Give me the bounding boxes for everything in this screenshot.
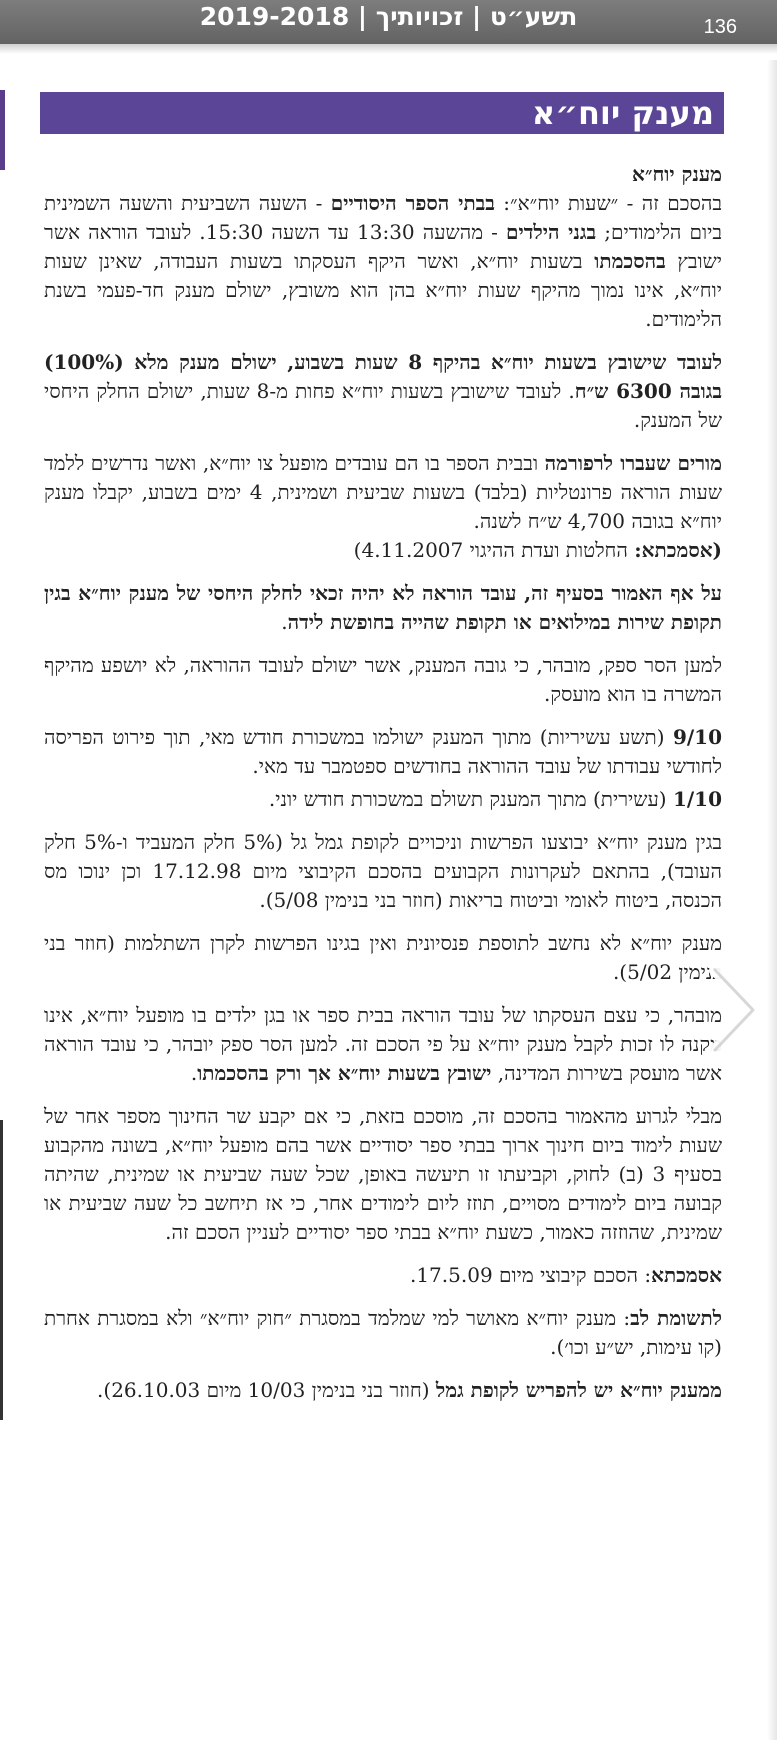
paragraph-consent bbox=[44, 1001, 722, 1088]
left-edge-marker bbox=[0, 90, 5, 170]
bold-run: על אף האמור בסעיף זה, עובד הוראה לא יהיה זכאי לחלק היחסי של מענק יוח״א בגין תקופת שירות במילואים או תקופת שהייה בחופשת לידה bbox=[44, 581, 722, 634]
text-run: ובבית הספר בו הם עובדים מופעל צו יוח״א, ואשר נדרשים ללמד שעות הוראה פרונטליות (בלבד) בשעות שביעית ושמינית, 4 ימים בשבוע, יקבלו מענק יוח״א בגובה 4,700 ש״ח לשנה. bbox=[44, 451, 722, 533]
section-title-band bbox=[40, 92, 724, 134]
paragraph-hours-change: מבלי לגרוע מהאמור בהסכם זה, מוסכם בזאת, כי אם יקבע שר החינוך מספר אחר של שעות לימוד ביום חינוך ארוך בבתי ספר יסודיים אשר בהם מופעל יוח״א, בשונה מהקבוע בסעיף 3 (ב) לחוק, וקביעתו זו תיעשה באופן, שכל שעה שביעית או שמינית, שהיתה קבועה ביום לימודים מסויים, תוזז ליום לימודים אחר, כי אז תיחשב כל שעה שביעית או שמינית, שהוזזה כאמור, כשעת יוח״א בבתי ספר יסודיים לעניין הסכם זה. bbox=[44, 1104, 723, 1244]
paragraph-reserve-duty bbox=[44, 579, 722, 637]
chevron-right-icon[interactable] bbox=[703, 960, 763, 1060]
text-run: - מהשעה 13:30 עד השעה 15:30. לעובד הוראה אשר ישובץ bbox=[44, 220, 722, 273]
text-run: : הסכם קיבוצי מיום 17.5.09. bbox=[409, 1263, 652, 1287]
bold-run: בהסכמתו bbox=[594, 249, 666, 273]
right-edge-shadow bbox=[767, 60, 777, 1740]
bold-run: ממענק יוח״א יש להפריש לקופת גמל bbox=[435, 1378, 722, 1402]
paragraph-attention bbox=[44, 1304, 722, 1362]
paragraph-deductions: בגין מענק יוח״א יבוצעו הפרשות וניכויים לקופת גמל גל (5% חלק המעביד ו-5% חלק העובד), בהתאם לעקרונות הקבועים בהסכם הקיבוצי מיום 17.12.98 וכן ינוכו מס הכנסה, ביטוח לאומי וביטוח בריאות (חוזר בני בנימין 5/08). bbox=[44, 830, 722, 912]
text-run: מובהר, כי עצם העסקתו של עובד הוראה בבית ספר או בגן ילדים בו מופעל יוח״א, אינו מקנה לו זכות לקבל מענק יוח״א על פי הסכם זה. למען הסר ספק יובהר, כי עובד הוראה אשר מועסק בשירות המדינה, bbox=[44, 1003, 722, 1085]
paragraph-heading: מענק יוח״א bbox=[632, 162, 722, 186]
header-shadow bbox=[0, 44, 777, 54]
paragraph-definition bbox=[44, 160, 722, 334]
reference-text: החלטות ועדת ההיגוי 4.11.2007) bbox=[353, 538, 635, 562]
paragraph-pension: מענק יוח״א לא נחשב לתוספת פנסיונית ואין בגינו הפרשות לקרן השתלמות (חוזר בני בנימין 5/02). bbox=[44, 931, 722, 984]
paragraph-one-tenth bbox=[44, 785, 722, 814]
page-number: 136 bbox=[703, 16, 737, 38]
paragraph-provident-fund bbox=[44, 1376, 722, 1405]
attention-label: לתשומת לב bbox=[630, 1306, 723, 1330]
bold-run: בגני הילדים bbox=[506, 220, 597, 244]
paragraph-nine-tenths bbox=[44, 723, 722, 781]
paragraph-reference bbox=[44, 1261, 722, 1290]
text-run: . bbox=[281, 610, 288, 634]
bold-run: מורים שעברו לרפורמה bbox=[544, 451, 723, 475]
reference-label: (אסמכתא: bbox=[634, 538, 722, 562]
running-header bbox=[0, 0, 777, 44]
document-body bbox=[44, 160, 722, 1419]
text-run: בהסכם זה - ״שעות יוח״א״: bbox=[494, 191, 722, 215]
running-title: 2019-2018 | תשע״ט | זכויותיך bbox=[199, 2, 578, 31]
text-run: (חוזר בני בנימין 10/03 מיום 26.10.03). bbox=[97, 1378, 436, 1402]
text-run: (עשירית) מתוך המענק תשולם במשכורת חודש יוני. bbox=[268, 787, 673, 811]
text-run: . לעובד שישובץ בשעות יוח״א פחות מ-8 שעות, ישולם החלק היחסי של המענק. bbox=[44, 379, 722, 432]
bold-run: ישובץ בשעות יוח״א אך ורק בהסכמתו bbox=[197, 1061, 492, 1085]
fraction-label: 1/10 bbox=[672, 787, 722, 811]
paragraph-full-grant bbox=[44, 348, 722, 435]
section-title: מענק יוח״א bbox=[531, 94, 714, 132]
bold-run: לעובד שישובץ בשעות יוח״א בהיקף 8 שעות בשבוע, ישולם מענק מלא (100%) בגובה 6300 ש״ח bbox=[44, 350, 722, 403]
reference-label: אסמכתא bbox=[651, 1263, 722, 1287]
text-run: בשעות יוח״א, ואשר היקף העסקתו בשעות העבודה, שאינן שעות יוח״א, אינו נמוך מהיקף שעות יוח״א בהן הוא משובץ, ישולם מענק חד-פעמי בשנת הלימודים. bbox=[44, 249, 722, 331]
paragraph-clarification: למען הסר ספק, מובהר, כי גובה המענק, אשר ישולם לעובד ההוראה, לא יושפע מהיקף המשרה בו הוא מועסק. bbox=[44, 653, 722, 706]
text-run: : מענק יוח״א מאושר למי שמלמד במסגרת ״חוק יוח״א״ ולא במסגרת אחרת (קו עימות, יש״ע וכו׳). bbox=[44, 1306, 722, 1359]
paragraph-reform-teachers bbox=[44, 449, 722, 565]
bold-run: בבתי הספר היסודיים bbox=[330, 191, 495, 215]
fraction-label: 9/10 bbox=[672, 725, 722, 749]
text-run: (תשע עשיריות) מתוך המענק ישולמו במשכורת חודש מאי, תוך פירוט הפריסה לחודשי עבודתו של עובד ההוראה בחודשים ספטמבר עד מאי. bbox=[44, 725, 722, 778]
text-run: - השעה השביעית והשעה השמינית ביום הלימודים; bbox=[44, 191, 723, 244]
text-run: . bbox=[190, 1061, 198, 1085]
left-edge-binding bbox=[0, 1120, 3, 1420]
